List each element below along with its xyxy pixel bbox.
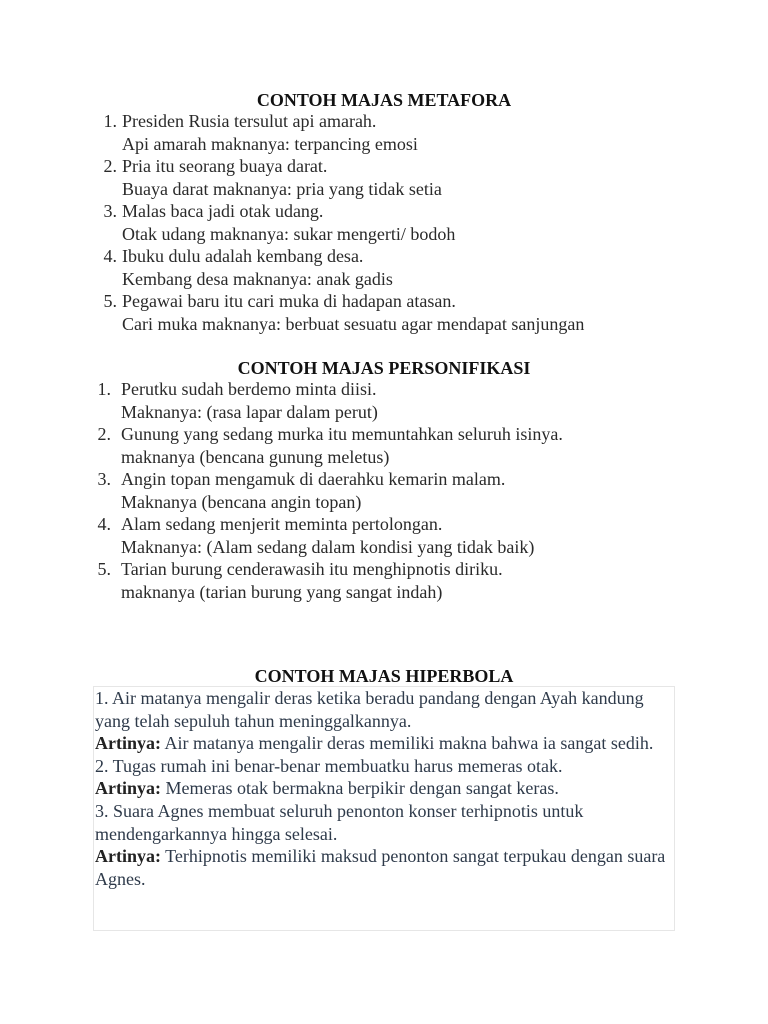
item-meaning: Buaya darat maknanya: pria yang tidak setia — [122, 178, 442, 199]
item-meaning: Api amarah maknanya: terpancing emosi — [122, 133, 418, 154]
item-meaning: maknanya (tarian burung yang sangat indah) — [121, 581, 443, 602]
item-number: 4. — [97, 514, 111, 534]
meaning-label: Artinya: — [95, 846, 161, 867]
item-meaning: Otak udang maknanya: sukar mengerti/ bodoh — [122, 223, 456, 244]
item-sentence: Angin topan mengamuk di daerahku kemarin malam. — [121, 469, 506, 489]
personifikasi-heading: CONTOH MAJAS PERSONIFIKASI — [237, 358, 531, 378]
item-sentence: Perutku sudah berdemo minta diisi. — [121, 379, 377, 399]
item-number: 2. — [97, 424, 111, 444]
meaning-text: Terhipnotis memiliki maksud penonton sangat terpukau dengan suara Agnes. — [95, 846, 666, 889]
list-item — [97, 378, 563, 423]
item-meaning: Maknanya (bencana angin topan) — [121, 491, 362, 512]
item-meaning: Kembang desa maknanya: anak gadis — [122, 268, 393, 289]
hiperbola-meaning-row — [95, 732, 675, 755]
list-item — [97, 423, 563, 468]
item-number: 3. — [97, 469, 111, 489]
item-sentence: Ibuku dulu adalah kembang desa. — [122, 246, 364, 266]
item-number: 2. — [103, 156, 117, 176]
item-sentence: Tarian burung cenderawasih itu menghipnotis diriku. — [121, 559, 503, 579]
list-item — [97, 513, 563, 558]
hiperbola-example: 3. Suara Agnes membuat seluruh penonton konser terhipnotis untuk mendengarkannya hingga selesai. — [95, 800, 584, 844]
list-item — [97, 558, 563, 603]
list-item — [103, 200, 584, 245]
item-sentence: Pegawai baru itu cari muka di hadapan atasan. — [122, 291, 456, 311]
list-item — [103, 155, 584, 200]
item-meaning: maknanya (bencana gunung meletus) — [121, 446, 390, 467]
metafora-list — [103, 110, 585, 335]
personifikasi-list — [97, 378, 563, 603]
item-sentence: Presiden Rusia tersulut api amarah. — [122, 111, 377, 131]
item-sentence: Alam sedang menjerit meminta pertolongan. — [121, 514, 443, 534]
hiperbola-meaning-row — [95, 777, 675, 800]
item-number: 4. — [103, 246, 117, 266]
meaning-label: Artinya: — [95, 778, 161, 799]
item-sentence: Malas baca jadi otak udang. — [122, 201, 324, 221]
hiperbola-example: 1. Air matanya mengalir deras ketika beradu pandang dengan Ayah kandung yang telah sepuluh tahun meninggalkannya. — [95, 688, 644, 731]
list-item — [103, 110, 584, 155]
hiperbola-content — [95, 687, 675, 890]
meaning-label: Artinya: — [95, 733, 161, 754]
list-item — [103, 290, 585, 335]
hiperbola-heading: CONTOH MAJAS HIPERBOLA — [254, 666, 514, 686]
hiperbola-example: 2. Tugas rumah ini benar-benar membuatku harus memeras otak. — [95, 755, 563, 776]
item-number: 1. — [97, 379, 111, 399]
list-item — [97, 468, 563, 513]
hiperbola-box — [93, 686, 675, 931]
item-number: 5. — [103, 291, 117, 311]
hiperbola-meaning-row — [95, 845, 675, 890]
item-meaning: Maknanya: (Alam sedang dalam kondisi yang tidak baik) — [121, 536, 535, 557]
metafora-heading: CONTOH MAJAS METAFORA — [256, 90, 512, 110]
item-meaning: Cari muka maknanya: berbuat sesuatu agar mendapat sanjungan — [122, 313, 585, 334]
item-number: 5. — [97, 559, 111, 579]
meaning-text: Air matanya mengalir deras memiliki makna bahwa ia sangat sedih. — [161, 733, 654, 754]
item-number: 1. — [103, 111, 117, 131]
list-item — [103, 245, 584, 290]
item-sentence: Gunung yang sedang murka itu memuntahkan seluruh isinya. — [121, 424, 563, 444]
meaning-text: Memeras otak bermakna berpikir dengan sangat keras. — [161, 778, 559, 799]
item-sentence: Pria itu seorang buaya darat. — [122, 156, 328, 176]
item-number: 3. — [103, 201, 117, 221]
item-meaning: Maknanya: (rasa lapar dalam perut) — [121, 401, 378, 422]
